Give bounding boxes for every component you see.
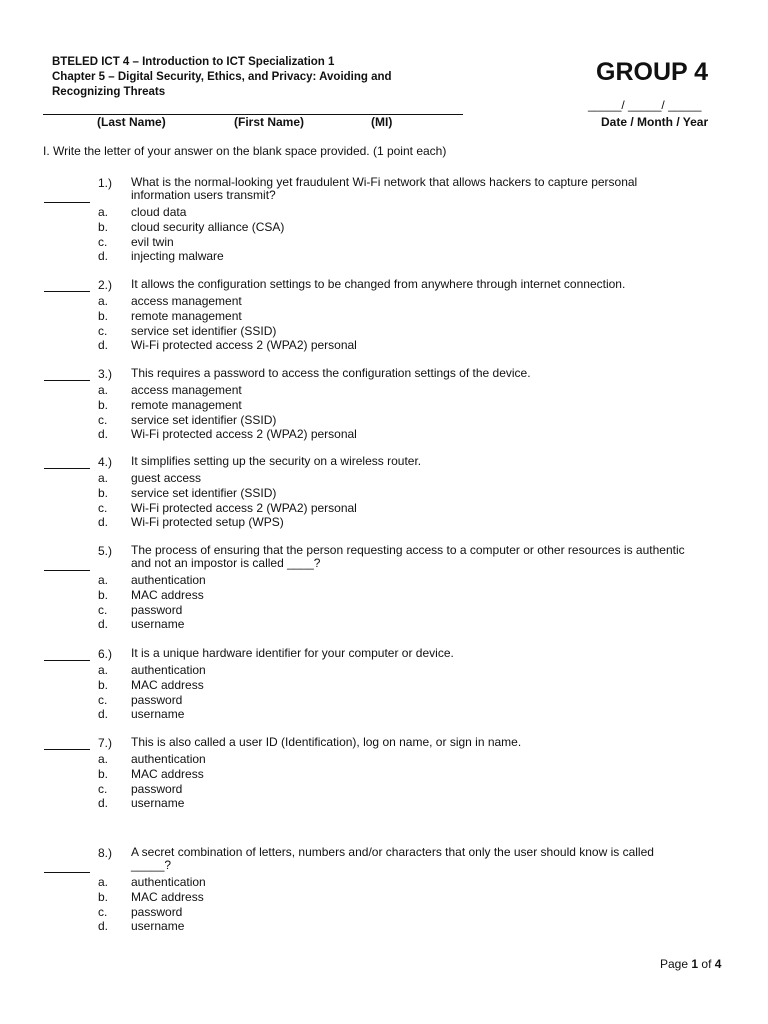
option-text: MAC address (131, 677, 204, 692)
option-text: remote management (131, 308, 242, 323)
answer-blank[interactable] (44, 872, 90, 873)
option-text: username (131, 617, 185, 632)
option-letter: b. (98, 587, 109, 602)
option-letter: c. (98, 412, 108, 427)
question-number: 1.) (98, 176, 113, 190)
chapter-title: Chapter 5 – Digital Security, Ethics, and Privacy: Avoiding and (52, 71, 392, 83)
question-text: The process of ensuring that the person requesting access to a computer or other resources is authentic and not an impostor is called ____? (131, 543, 685, 570)
option-text: access management (131, 383, 242, 397)
question-text: It is a unique hardware identifier for your computer or device. (131, 646, 454, 660)
option-text: access management (131, 294, 242, 308)
option-text: MAC address (131, 766, 204, 781)
option-text: authentication (131, 875, 206, 889)
answer-blank[interactable] (44, 468, 90, 469)
option-letter: c. (98, 692, 108, 707)
question-number: 2.) (98, 278, 113, 292)
option-text: password (131, 602, 183, 617)
option-letter: a. (98, 471, 109, 485)
option-text: username (131, 919, 185, 934)
answer-blank[interactable] (44, 749, 90, 750)
question-text: It allows the configuration settings to be changed from anywhere through internet connection. (131, 277, 626, 291)
question-text: This is also called a user ID (Identification), log on name, or sign in name. (131, 735, 522, 749)
option-text: Wi-Fi protected access 2 (WPA2) personal (131, 500, 357, 515)
option-letter: c. (98, 234, 108, 249)
option-letter: d. (98, 617, 109, 632)
course-title: BTELED ICT 4 – Introduction to ICT Specialization 1 (52, 56, 335, 68)
option-letter: c. (98, 781, 108, 796)
option-text: username (131, 707, 185, 722)
answer-blank[interactable] (44, 570, 90, 571)
question-number: 6.) (98, 647, 113, 661)
answer-blank[interactable] (44, 202, 90, 203)
question-number: 8.) (98, 846, 113, 860)
option-text: password (131, 692, 183, 707)
option-text: evil twin (131, 234, 174, 249)
option-text: MAC address (131, 587, 204, 602)
option-text: authentication (131, 663, 206, 677)
question-number: 5.) (98, 544, 113, 558)
instruction-text: I. Write the letter of your answer on the blank space provided. (1 point each) (43, 144, 447, 158)
option-letter: d. (98, 338, 109, 353)
option-letter: b. (98, 485, 109, 500)
page-total: 4 (714, 957, 722, 971)
option-letter: c. (98, 602, 108, 617)
page-word: Page (660, 957, 689, 971)
question-number: 3.) (98, 367, 113, 381)
option-letter: c. (98, 323, 108, 338)
question-text: This requires a password to access the configuration settings of the device. (131, 366, 531, 380)
option-text: password (131, 904, 183, 919)
option-text: cloud data (131, 205, 187, 219)
date-label: Date / Month / Year (601, 115, 709, 129)
option-letter: b. (98, 889, 109, 904)
option-text: service set identifier (SSID) (131, 485, 277, 500)
option-letter: a. (98, 205, 109, 219)
option-text: remote management (131, 397, 242, 412)
option-letter: a. (98, 294, 109, 308)
option-letter: b. (98, 219, 109, 234)
option-letter: a. (98, 752, 109, 766)
option-letter: a. (98, 875, 109, 889)
option-letter: d. (98, 427, 109, 442)
option-text: authentication (131, 752, 206, 766)
option-text: Wi-Fi protected access 2 (WPA2) personal (131, 427, 357, 442)
page-current: 1 (691, 957, 699, 971)
option-letter: b. (98, 677, 109, 692)
option-letter: d. (98, 919, 109, 934)
question-number: 4.) (98, 455, 113, 469)
option-text: service set identifier (SSID) (131, 412, 277, 427)
of-word: of (701, 957, 712, 971)
option-text: cloud security alliance (CSA) (131, 219, 285, 234)
option-letter: a. (98, 663, 109, 677)
group-label: GROUP 4 (596, 58, 709, 86)
option-text: service set identifier (SSID) (131, 323, 277, 338)
option-letter: b. (98, 397, 109, 412)
option-text: guest access (131, 471, 202, 485)
answer-blank[interactable] (44, 380, 90, 381)
option-letter: b. (98, 308, 109, 323)
question-number: 7.) (98, 736, 113, 750)
option-letter: b. (98, 766, 109, 781)
option-text: Wi-Fi protected access 2 (WPA2) personal (131, 338, 357, 353)
option-letter: d. (98, 515, 109, 530)
option-letter: c. (98, 904, 108, 919)
option-text: username (131, 796, 185, 811)
option-letter: d. (98, 707, 109, 722)
chapter-title-cont: Recognizing Threats (52, 86, 166, 98)
option-text: password (131, 781, 183, 796)
mi-label: (MI) (371, 115, 393, 129)
last-name-label: (Last Name) (97, 115, 166, 129)
question-text: It simplifies setting up the security on a wireless router. (131, 454, 422, 468)
option-text: injecting malware (131, 249, 224, 264)
option-letter: a. (98, 383, 109, 397)
answer-blank[interactable] (44, 291, 90, 292)
option-letter: d. (98, 249, 109, 264)
document-header (52, 55, 472, 100)
option-text: MAC address (131, 889, 204, 904)
option-text: authentication (131, 573, 206, 587)
option-letter: c. (98, 500, 108, 515)
option-letter: a. (98, 573, 109, 587)
date-blanks[interactable]: _____/ _____/ _____ (588, 98, 702, 112)
answer-blank[interactable] (44, 660, 90, 661)
question-text: What is the normal-looking yet fraudulent Wi-Fi network that allows hackers to capture personal information users transmit? (131, 175, 638, 202)
page-indicator (660, 957, 721, 971)
option-letter: d. (98, 796, 109, 811)
question-text: A secret combination of letters, numbers and/or characters that only the user should know is called _____? (131, 845, 654, 872)
option-text: Wi-Fi protected setup (WPS) (131, 515, 284, 530)
first-name-label: (First Name) (234, 115, 305, 129)
